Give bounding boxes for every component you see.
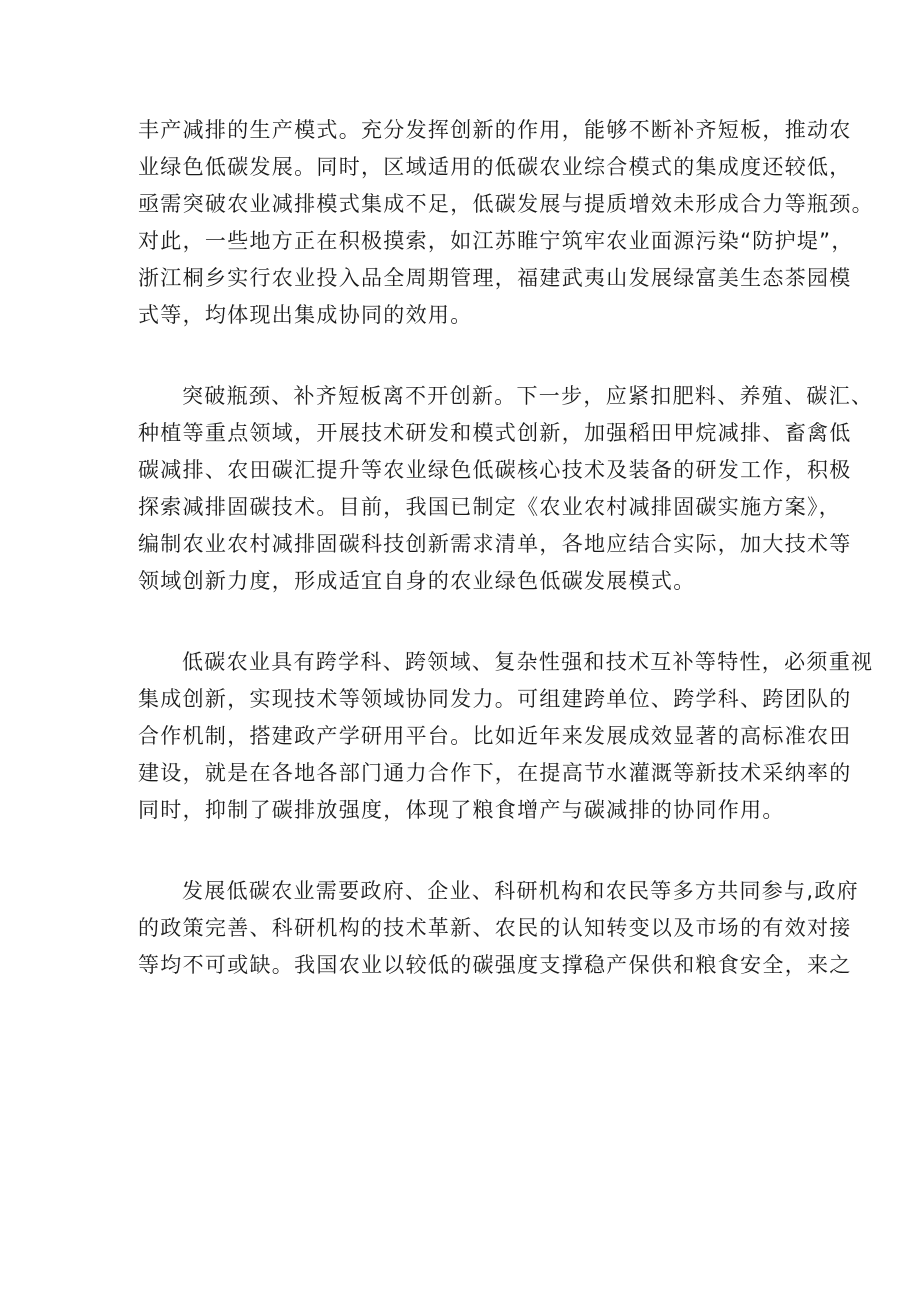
text-line: 式等，均体现出集成协同的效用。 [138,303,473,327]
paragraph-1 [138,112,874,334]
text-line: 编制农业农村减排固碳科技创新需求清单，各地应结合实际，加大技术等 [138,532,852,556]
text-line: 领域创新力度，形成适宜自身的农业绿色低碳发展模式。 [138,569,696,593]
text-line: 丰产减排的生产模式。充分发挥创新的作用，能够不断补齐短板，推动农 [138,118,852,142]
paragraph-3 [138,644,874,829]
text-line: 碳减排、农田碳汇提升等农业绿色低碳核心技术及装备的研发工作，积极 [138,458,852,482]
text-line: 等均不可或缺。我国农业以较低的碳强度支撑稳产保供和粮食安全，来之 [138,953,852,977]
text-line: 探索减排固碳技术。目前，我国已制定《农业农村减排固碳实施方案》， [138,495,842,519]
text-line: 亟需突破农业减排模式集成不足，低碳发展与提质增效未形成合力等瓶颈。 [138,192,874,216]
document-body [138,112,874,1028]
text-line: 浙江桐乡实行农业投入品全周期管理，福建武夷山发展绿富美生态茶园模 [138,266,852,290]
paragraph-2 [138,378,874,600]
text-line: 发展低碳农业需要政府、企业、科研机构和农民等多方共同参与,政府 [182,879,859,903]
text-line: 低碳农业具有跨学科、跨领域、复杂性强和技术互补等特性，必须重视 [182,650,874,674]
paragraph-4 [138,873,859,984]
text-line: 对此，一些地方正在积极摸索，如江苏睢宁筑牢农业面源污染“防护堤”， [138,229,854,253]
text-line: 合作机制，搭建政产学研用平台。比如近年来发展成效显著的高标准农田 [138,724,852,748]
text-line: 集成创新，实现技术等领域协同发力。可组建跨单位、跨学科、跨团队的 [138,687,852,711]
text-line: 的政策完善、科研机构的技术革新、农民的认知转变以及市场的有效对接 [138,916,852,940]
text-line: 突破瓶颈、补齐短板离不开创新。下一步，应紧扣肥料、养殖、碳汇、 [182,384,874,408]
text-line: 建设，就是在各地各部门通力合作下，在提高节水灌溉等新技术采纳率的 [138,761,852,785]
text-line: 种植等重点领域，开展技术研发和模式创新，加强稻田甲烷减排、畜禽低 [138,421,852,445]
text-line: 业绿色低碳发展。同时，区域适用的低碳农业综合模式的集成度还较低， [138,155,852,179]
text-line: 同时，抑制了碳排放强度，体现了粮食增产与碳减排的协同作用。 [138,798,785,822]
